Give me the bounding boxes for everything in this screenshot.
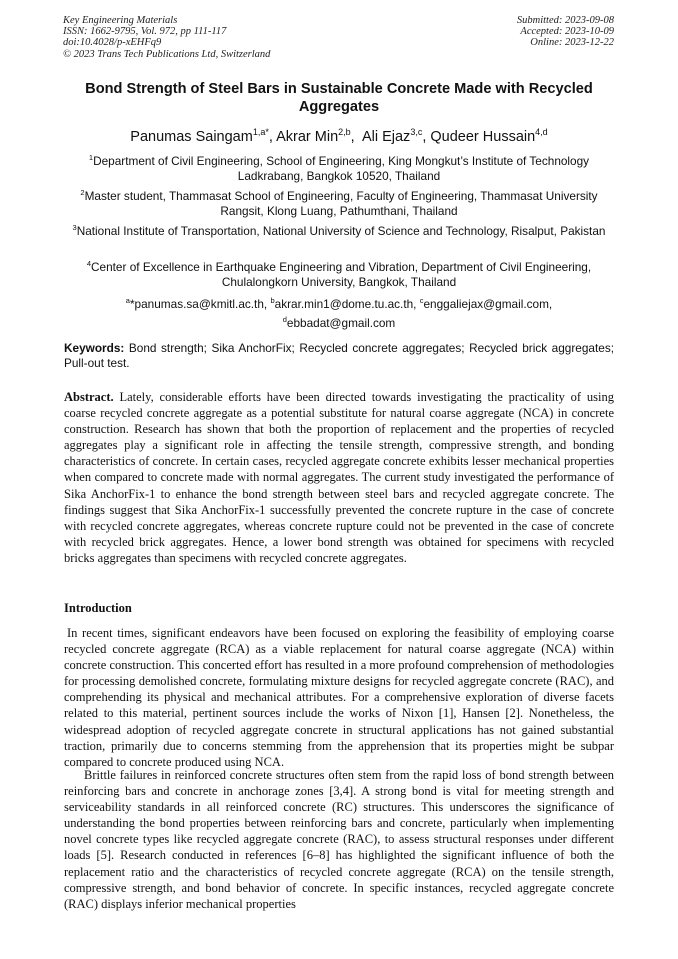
- email-link[interactable]: *panumas.sa@kmitl.ac.th,: [129, 296, 271, 311]
- submitted-date: Submitted: 2023-09-08: [516, 15, 614, 26]
- introduction-paragraph-1: In recent times, significant endeavors have been focused on exploring the feasibility of employing coarse recycled concrete aggregate (RCA) as a viable replacement for natural coarse aggregate (NCA) within concrete construction. This concerted effort has resulted in a more profound comprehension of methodologies for processing demolished concrete, formulating mixture designs for recycled aggregate concrete (RAC), and comprehending its physical and mechanical attributes. For a comprehensive exploration of diverse facets related to this material, pertinent sources include the works of Nixon [1], Hansen [2]. Nonetheless, the widespread adoption of recycled aggregate concrete in structural applications has not gained substantial traction, primarily due to concerns stemming from the apprehension that its properties might be subpar compared to concrete produced using NCA.: [64, 626, 614, 769]
- author-name: Ali Ejaz: [361, 128, 411, 145]
- author-list: Panumas Saingam$^{1,a*}$, Akrar Min$^{2,b}$, Ali Ejaz$^{3,c}$, Qudeer Hussain$^{4,d}$: [130, 127, 548, 145]
- issn-volume: ISSN: 1662-9795, Vol. 972, pp 111-117: [63, 26, 227, 38]
- copyright: © 2023 Trans Tech Publications Ltd, Switzerland: [63, 48, 271, 60]
- affiliation-4: $^4$Center of Excellence in Earthquake Engineering and Vibration, Department of Civil Engineering, Chulalongkorn University, Bangkok, Thailand: [86, 259, 592, 289]
- accepted-date: Accepted: 2023-10-09: [520, 26, 614, 38]
- abstract-text: Lately, considerable efforts have been directed towards investigating the practicality of using coarse recycled concrete aggregate as a potential substitute for natural coarse aggregate (NCA) in concrete construction. Research has shown that both the proportion of replacement and the properties of recycled aggregates play a significant role in affecting the tensile strength, compressive strength, and bonding characteristics of concrete. In certain cases, recycled aggregate concrete exhibits lesser mechanical properties when compared to concrete made with normal aggregates. The current study investigated the performance of Sika AnchorFix-1 to enhance the bond strength between steel bars and recycled aggregate concrete. The findings suggest that Sika AnchorFix-1 successfully prevented the concrete rupture in the case of concrete with recycled concrete aggregates, whereas concrete rupture could not be prevented in the case of concrete with recycled brick aggregates. Hence, a lower bond strength was obtained for specimens with recycled bricks aggregates than specimens with recycled concrete aggregates.: [64, 390, 614, 565]
- email-link[interactable]: akrar.min1@dome.tu.ac.th,: [274, 296, 420, 311]
- online-date: Online: 2023-12-22: [530, 37, 614, 49]
- abstract-label: Abstract.: [64, 390, 114, 404]
- abstract: [64, 389, 614, 566]
- keywords-text: Bond strength; Sika AnchorFix; Recycled concrete aggregates; Recycled brick aggregates; Pull-out test.: [64, 341, 614, 370]
- journal-info: [63, 15, 270, 60]
- paper-title: Bond Strength of Steel Bars in Sustainable Concrete Made with Recycled Aggregates: [85, 81, 593, 115]
- doi: doi:10.4028/p-xEHFq9: [63, 37, 162, 49]
- introduction-paragraph-2: Brittle failures in reinforced concrete structures often stem from the rapid loss of bond strength between reinforcing bars and concrete in anchorage zones [3,4]. A strong bond is vital for meeting strength and serviceability standards in all reinforced concrete (RC) structures. This underscores the significance of understanding the bond properties between reinforcing bars and concrete, particularly when implementing novel concrete types like recycled aggregate concrete (RAC), to assess structural responses under different loads [5]. Research conducted in references [6–8] has highlighted the significant influence of both the replacement ratio and the characteristics of recycled concrete aggregate (RCA) on the tensile strength, compressive strength, and bond behavior of concrete. In specific instances, recycled aggregate concrete (RAC) displays inferior mechanical properties: [64, 768, 614, 911]
- author-sup: 4,d: [535, 127, 548, 137]
- email-link[interactable]: enggaliejax@gmail.com,: [423, 296, 553, 311]
- publication-dates: [517, 15, 614, 49]
- journal-name: Key Engineering Materials: [63, 15, 178, 26]
- author-sup: 2,b: [338, 127, 351, 137]
- affiliation-2: $^2$Master student, Thammasat School of Engineering, Faculty of Engineering, Thammasat University Rangsit, Klong Luang, Pathumthani, Thailand: [80, 188, 598, 218]
- author-name: Akrar Min: [276, 128, 339, 145]
- author-emails: $^a$*panumas.sa@kmitl.ac.th, $^b$akrar.min1@dome.tu.ac.th, $^c$enggaliejax@gmail.com, $^d$ebbadat@gmail.com: [125, 296, 553, 330]
- affiliation-3: $^3$National Institute of Transportation, National University of Science and Technology, Risalput, Pakistan: [72, 223, 606, 238]
- author-sup: 1,a*: [252, 127, 269, 137]
- affiliation-1: $^1$Department of Civil Engineering, School of Engineering, King Mongkut’s Institute of Technology Ladkrabang, Bangkok 10520, Thailand: [88, 153, 590, 183]
- keywords-label: Keywords:: [64, 341, 125, 355]
- keywords: [64, 341, 614, 371]
- author-sup: 3,c: [410, 127, 423, 137]
- section-heading-introduction: Introduction: [64, 601, 132, 615]
- author-name: Panumas Saingam: [130, 128, 253, 145]
- email-link[interactable]: ebbadat@gmail.com: [286, 315, 396, 330]
- author-name: Qudeer Hussain: [430, 128, 536, 145]
